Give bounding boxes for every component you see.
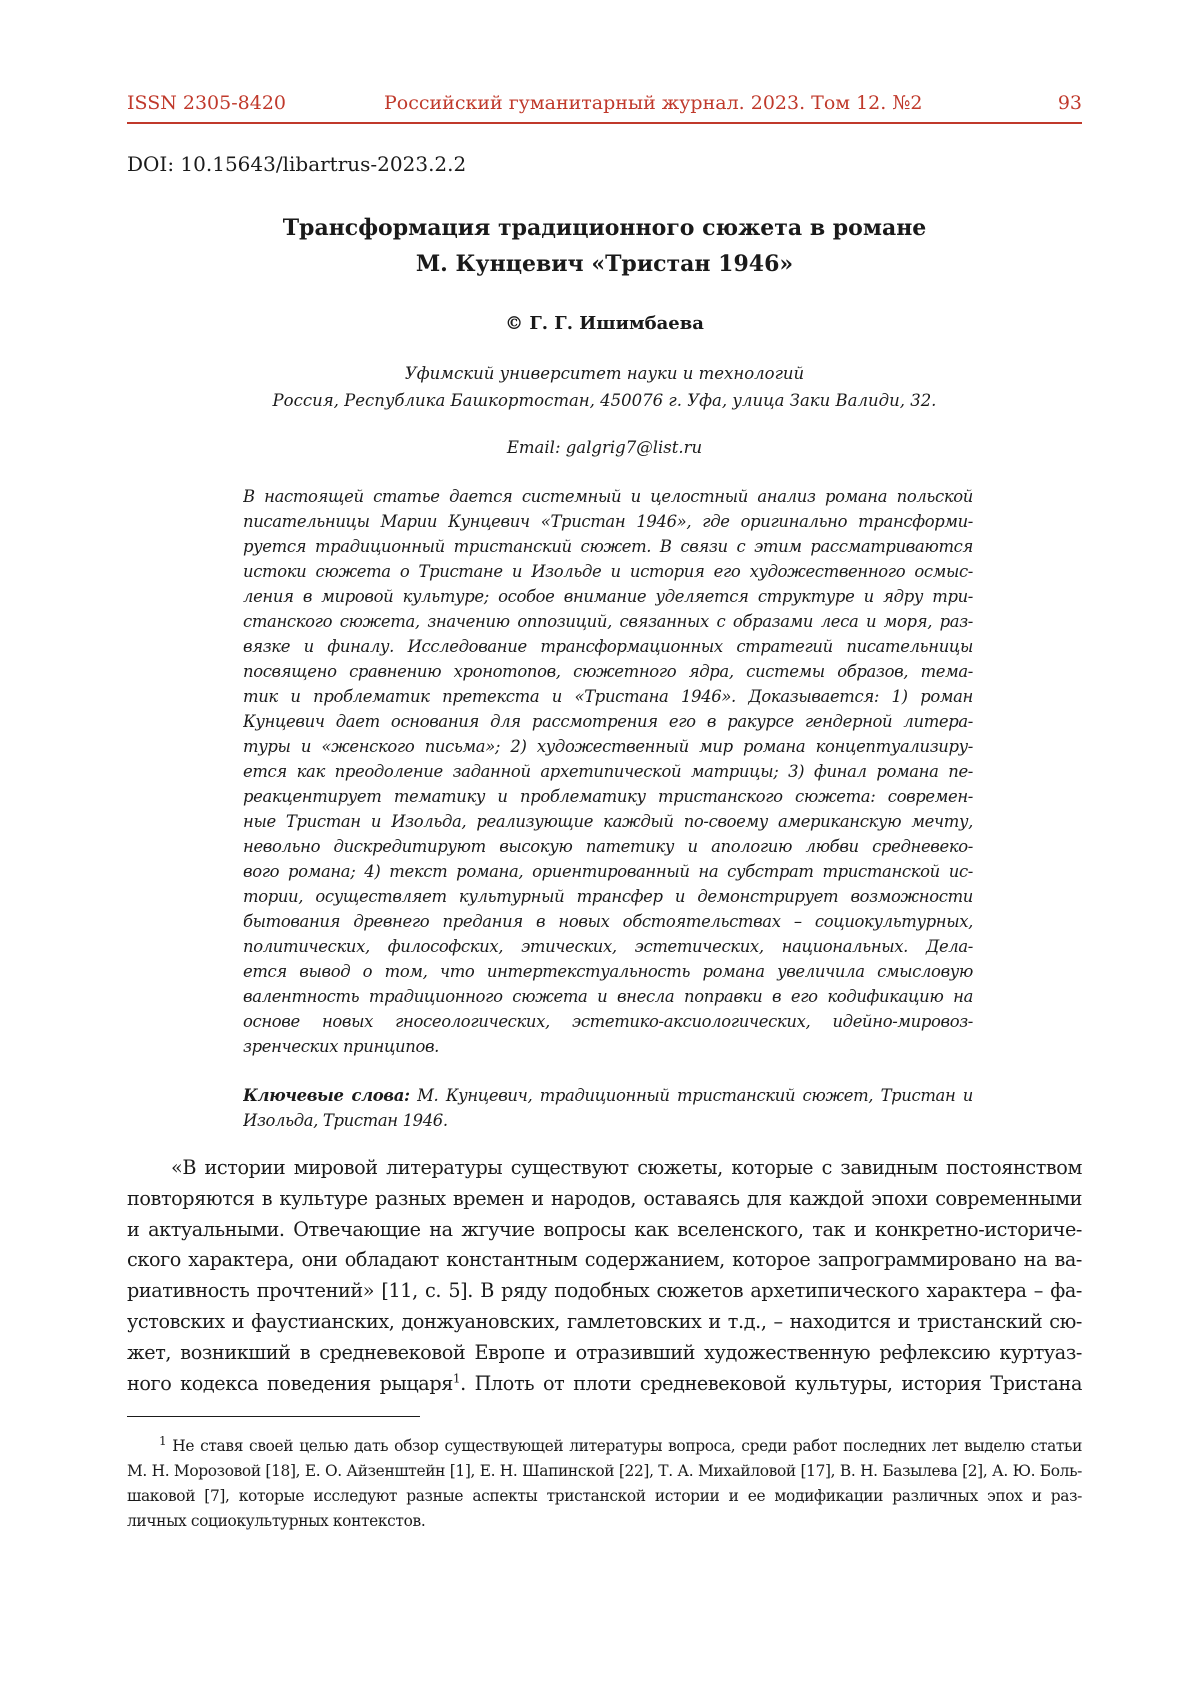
article-title-line-2: М. Кунцевич «Тристан 1946» (415, 251, 794, 277)
footnote-marker: 1 (159, 1434, 167, 1448)
abstract-line: вого романа; 4) текст романа, ориентированный на субстрат тристанской ис- (243, 862, 973, 881)
abstract-line: бытования древнего предания в новых обстоятельствах – социокультурных, (243, 912, 973, 931)
header-journal-title: Российский гуманитарный журнал. 2023. Том 12. №2 (384, 92, 923, 114)
affiliation-address: Россия, Республика Башкортостан, 450076 г. Уфа, улица Заки Валиди, 32. (272, 391, 937, 410)
affiliation-institution: Уфимский университет науки и технологий (404, 364, 805, 383)
author-name: © Г. Г. Ишимбаева (505, 313, 704, 334)
body-line: риативность прочтений» [11, с. 5]. В ряду подобных сюжетов архетипического характера – фа- (127, 1279, 1082, 1303)
abstract-line: станского сюжета, значению оппозиций, связанных с образами леса и моря, раз- (243, 612, 973, 631)
keywords-label: Ключевые слова: (243, 1086, 410, 1105)
keywords (243, 1083, 973, 1133)
abstract-line: истоки сюжета о Тристане и Изольде и история его художественного осмыс- (243, 562, 973, 581)
running-header (127, 92, 1082, 124)
body-line: ского характера, они обладают константным содержанием, которое запрограммировано на ва- (127, 1248, 1082, 1272)
doi-line: DOI: 10.15643/libartrus-2023.2.2 (127, 152, 467, 176)
abstract-line: Кунцевич дает основания для рассмотрения его в ракурсе гендерной литера- (243, 712, 973, 731)
abstract-line: В настоящей статье дается системный и целостный анализ романа польской (243, 487, 973, 506)
abstract-line: реакцентирует тематику и проблематику тристанского сюжета: современ- (243, 787, 973, 806)
footnote-ref[interactable]: 1 (452, 1371, 461, 1386)
abstract-line: руется традиционный тристанский сюжет. В связи с этим рассматриваются (243, 537, 973, 556)
abstract-line: тории, осуществляет культурный трансфер и демонстрирует возможности (243, 887, 973, 906)
abstract-line: ные Тристан и Изольда, реализующие каждый по-своему американскую мечту, (243, 812, 973, 831)
header-page-number: 93 (1057, 92, 1082, 114)
abstract-line: посвящено сравнению хронотопов, сюжетного ядра, системы образов, тема- (243, 662, 973, 681)
header-issn: ISSN 2305-8420 (127, 92, 286, 114)
body-line-tail: . Плоть от плоти средневековой культуры, история Тристана (460, 1371, 1082, 1395)
body-line: устовских и фаустианских, донжуановских, гамлетовских и т.д., – находится и тристанский сю- (127, 1309, 1082, 1333)
author-email: Email: galgrig7@list.ru (506, 438, 703, 457)
footnote-line-text: Не ставя своей целью дать обзор существующей литературы вопроса, среди работ последних лет выделю статьи (172, 1437, 1082, 1455)
abstract-line: ется как преодоление заданной архетипической матрицы; 3) финал романа пе- (243, 762, 973, 781)
abstract-line: валентность традиционного сюжета и внесла поправки в его кодификацию на (243, 987, 973, 1006)
abstract-line: невольно дискредитируют высокую патетику и апологию любви средневеко- (243, 837, 973, 856)
footnote-line: личных социокультурных контекстов. (127, 1512, 426, 1530)
abstract-line: политических, философских, этических, эстетических, национальных. Дела- (243, 937, 973, 956)
abstract-line: вязке и финалу. Исследование трансформационных стратегий писательницы (243, 637, 973, 656)
body-line: и актуальными. Отвечающие на жгучие вопросы как вселенского, так и конкретно-историче- (127, 1217, 1082, 1241)
body-line: «В истории мировой литературы существуют сюжеты, которые с завидным постоянством (171, 1156, 1082, 1179)
body-line: жет, возникший в средневековой Европе и отразивший художественную рефлексию куртуаз- (127, 1340, 1082, 1364)
keywords-text-1: М. Кунцевич, традиционный тристанский сюжет, Тристан и (409, 1086, 973, 1105)
abstract (243, 484, 973, 1059)
body-text (127, 1153, 1082, 1399)
footnote-line (127, 1434, 1082, 1459)
keywords-line-2: Изольда, Тристан 1946. (243, 1111, 448, 1130)
footnote-separator (127, 1416, 420, 1417)
abstract-line: ления в мировой культуре; особое внимание уделяется структуре и ядру три- (243, 587, 973, 606)
footnote-line: М. Н. Морозовой [18], Е. О. Айзенштейн [1], Е. Н. Шапинской [22], Т. А. Михайловой [17], В. Н. Базылева [2], А. Ю. Боль- (127, 1462, 1082, 1480)
body-line-last (127, 1369, 1082, 1400)
abstract-line: основе новых гносеологических, эстетико-аксиологических, идейно-мировоз- (243, 1012, 973, 1031)
body-line-text: ного кодекса поведения рыцаря (127, 1371, 453, 1395)
abstract-line: туры и «женского письма»; 2) художественный мир романа концептуализиру- (243, 737, 973, 756)
footnote (127, 1434, 1082, 1534)
article-title-line-1: Трансформация традиционного сюжета в романе (282, 215, 927, 241)
abstract-line: ется вывод о том, что интертекстуальность романа увеличила смысловую (243, 962, 973, 981)
keywords-line-1 (243, 1083, 973, 1108)
abstract-line: зренческих принципов. (243, 1037, 440, 1056)
abstract-line: тик и проблематик претекста и «Тристана 1946». Доказывается: 1) роман (243, 687, 973, 706)
footnote-line: шаковой [7], которые исследуют разные аспекты тристанской истории и ее модификации различных эпох и раз- (127, 1487, 1082, 1505)
body-line: повторяются в культуре разных времен и народов, оставаясь для каждой эпохи современными (127, 1186, 1082, 1210)
abstract-line: писательницы Марии Кунцевич «Тристан 1946», где оригинально трансформи- (243, 512, 973, 531)
